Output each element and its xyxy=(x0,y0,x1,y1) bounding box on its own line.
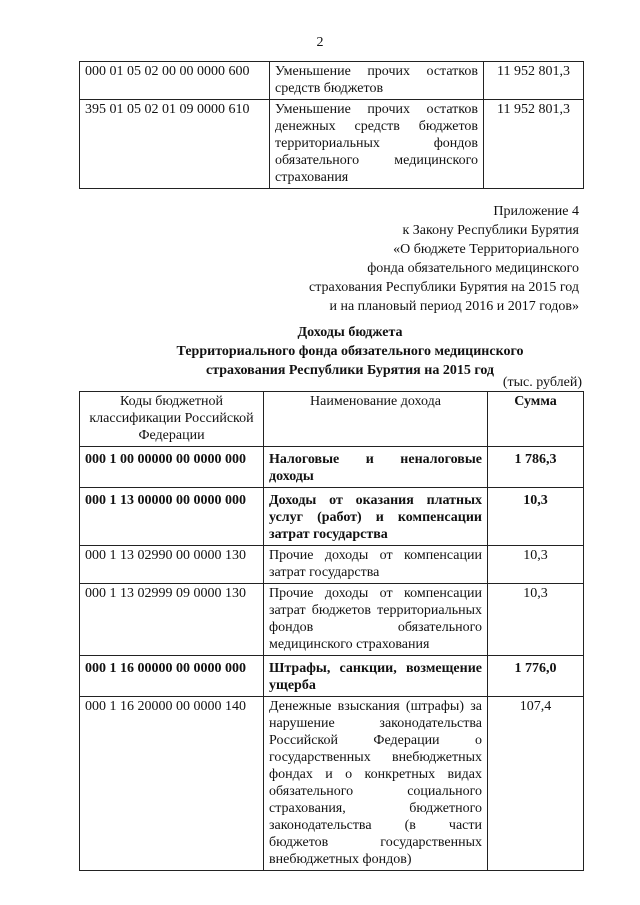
income-name-cell: Прочие доходы от компенсации затрат бюджетов территориальных фондов обязательного медицинского страхования xyxy=(264,584,488,656)
amount-cell: 11 952 801,3 xyxy=(484,62,584,100)
top-table xyxy=(79,61,584,189)
appendix-line: к Закону Республики Бурятия xyxy=(402,223,579,238)
appendix-line: страхования Республики Бурятия на 2015 год xyxy=(309,280,579,295)
appendix-line: и на плановый период 2016 и 2017 годов» xyxy=(329,299,579,314)
amount-cell: 10,3 xyxy=(488,546,584,584)
appendix-header xyxy=(309,202,579,316)
income-name-cell: Налоговые и неналоговые доходы xyxy=(264,447,488,488)
budget-code-cell: 000 1 16 00000 00 0000 000 xyxy=(80,656,264,697)
description-cell: Уменьшение прочих остатков средств бюджетов xyxy=(270,62,484,100)
appendix-line: «О бюджете Территориального xyxy=(393,242,579,257)
amount-cell: 10,3 xyxy=(488,488,584,546)
table-row xyxy=(80,488,584,546)
document-title xyxy=(110,323,590,380)
income-table xyxy=(79,391,584,871)
column-header-code: Коды бюджетной классификации Российской Федерации xyxy=(80,392,264,447)
budget-code-cell: 000 1 16 20000 00 0000 140 xyxy=(80,697,264,871)
budget-code-cell: 000 1 13 02990 00 0000 130 xyxy=(80,546,264,584)
amount-cell: 107,4 xyxy=(488,697,584,871)
table-row xyxy=(80,697,584,871)
table-row xyxy=(80,447,584,488)
units-label: (тыс. рублей) xyxy=(502,375,582,390)
amount-cell: 1 776,0 xyxy=(488,656,584,697)
title-line: страхования Республики Бурятия на 2015 год xyxy=(205,363,495,378)
title-line: Территориального фонда обязательного медицинского xyxy=(176,344,524,359)
table-header-row xyxy=(80,392,584,447)
income-name-cell: Прочие доходы от компенсации затрат государства xyxy=(264,546,488,584)
column-header-sum: Сумма xyxy=(488,392,584,447)
page-number: 2 xyxy=(316,35,324,50)
title-line: Доходы бюджета xyxy=(297,325,403,340)
budget-code-cell: 000 1 13 02999 09 0000 130 xyxy=(80,584,264,656)
table-row xyxy=(80,100,584,189)
table-row xyxy=(80,584,584,656)
budget-code-cell: 000 1 00 00000 00 0000 000 xyxy=(80,447,264,488)
table-row xyxy=(80,656,584,697)
budget-code-cell: 395 01 05 02 01 09 0000 610 xyxy=(80,100,270,189)
budget-code-cell: 000 1 13 00000 00 0000 000 xyxy=(80,488,264,546)
amount-cell: 11 952 801,3 xyxy=(484,100,584,189)
budget-code-cell: 000 01 05 02 00 00 0000 600 xyxy=(80,62,270,100)
amount-cell: 10,3 xyxy=(488,584,584,656)
description-cell: Уменьшение прочих остатков денежных средств бюджетов территориальных фондов обязательного медицинского страхования xyxy=(270,100,484,189)
income-name-cell: Денежные взыскания (штрафы) за нарушение законодательства Российской Федерации о государственных внебюджетных фондах и о конкретных видах обязательного социального страхования, бюджетного законодательства (в части бюджетов государственных внебюджетных фондов) xyxy=(264,697,488,871)
table-row xyxy=(80,546,584,584)
amount-cell: 1 786,3 xyxy=(488,447,584,488)
appendix-line: фонда обязательного медицинского xyxy=(367,261,579,276)
income-name-cell: Доходы от оказания платных услуг (работ) и компенсации затрат государства xyxy=(264,488,488,546)
column-header-name: Наименование дохода xyxy=(264,392,488,447)
income-name-cell: Штрафы, санкции, возмещение ущерба xyxy=(264,656,488,697)
appendix-line: Приложение 4 xyxy=(493,204,579,219)
table-row xyxy=(80,62,584,100)
